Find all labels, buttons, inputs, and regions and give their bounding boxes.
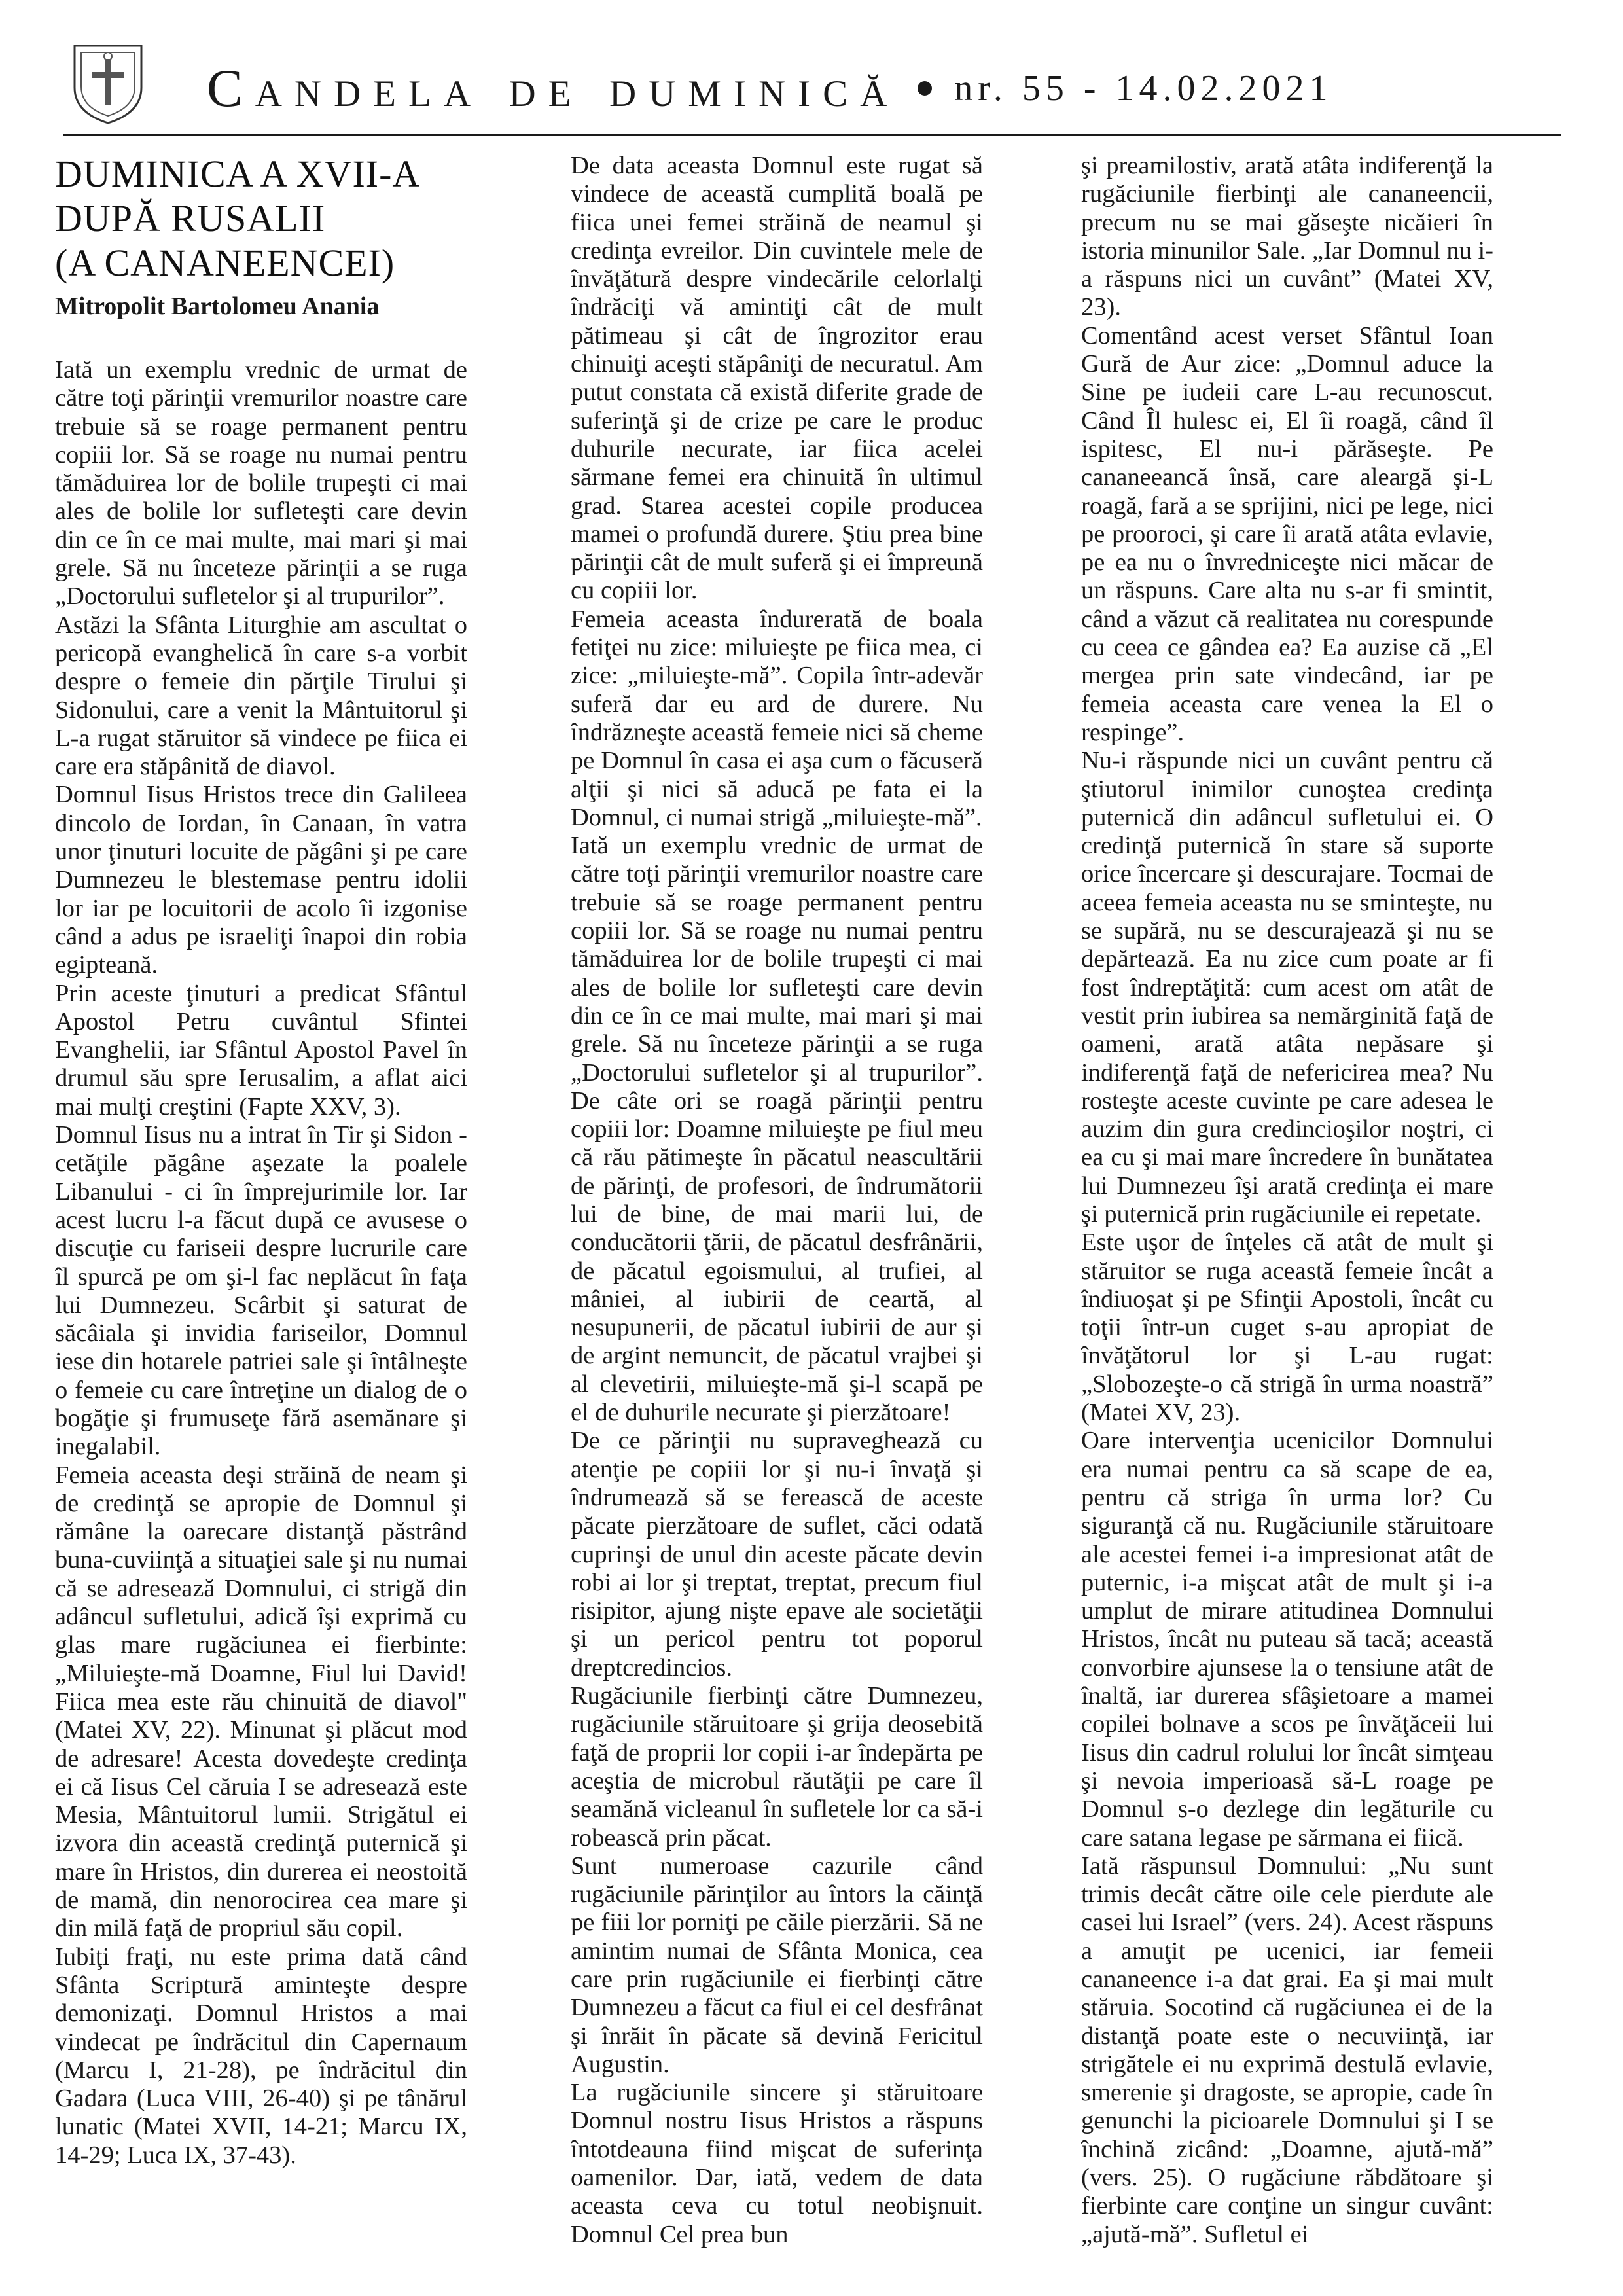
text-column-3 [1081, 152, 1493, 2258]
paragraph: Iată un exemplu vrednic de urmat de către toţi părinţii vremurilor noastre care trebuie să se roage permanent pentru copiii lor. Să se roage nu numai pentru tămăduirea lor de bolile trupeşti ci mai ales de bolile lor sufleteşti care devin din ce în ce mai multe, mai mari şi mai grele. Să nu înceteze părinţii a se ruga „Doctorului sufletelor şi al trupurilor”. De câte ori se roagă părinţii pentru copiii lor: Doamne miluieşte pe fiul meu că rău pătimeşte în păcatul neascultării de părinţi, de profesori, de îndrumătorii lui de bine, de mai marii lui, de conducătorii ţării, de păcatul desfrânării, de păcatul egoismului, al trufiei, al mâniei, al iubirii de ceartă, al nesupunerii, de păcatul iubirii de aur şi de argint nemuncit, de păcatul vrajbei şi al clevetirii, miluieşte-mă şi-l scapă pe el de duhurile necurate şi pierzătoare! [571, 832, 983, 1427]
paragraph: De data aceasta Domnul este rugat să vindece de această cumplită boală pe fiica unei femei străină de neamul şi credinţa evreilor. Din cuvintele mele de învăţătură despre vindecările celorlalţi îndrăciţi vă amintiţi cât de mult pătimeau şi cât de îngrozitor erau chinuiţi aceşti stăpâniţi de necuratul. Am putut constata că există diferite grade de suferinţă şi de crize pe care le produc duhurile necurate, iar fiica acelei sărmane femei era chinuită în ultimul grad. Starea acestei copile producea mamei o profundă durere. Ştiu prea bine părinţii cât de mult suferă şi ei împreună cu copiii lor. [571, 152, 983, 605]
title-line: (A CANANEENCEI) [55, 242, 395, 284]
paragraph: Iată răspunsul Domnului: „Nu sunt trimis decât către oile cele pierdute ale casei lui Israel” (vers. 24). Acest răspuns a amuţit pe ucenici, iar femeii cananeence i-a dat grai. Ea şi mai mult stăruia. Socotind că rugăciunea ei de la distanţă poate este o necuviinţă, iar strigătele ei nu exprimă destulă evlavie, smerenie şi dragoste, se apropie, cade în genunchi la picioarele Domnului şi I se închină zicând: „Doamne, ajută-mă” (vers. 25). O rugăciune răbdătoare şi fierbinte care conţine un singur cuvânt: „ajută-mă”. Sufletul ei [1081, 1852, 1493, 2248]
masthead-line [207, 52, 1555, 124]
bullet-separator [918, 81, 932, 96]
article-title [55, 152, 467, 285]
title-line: DUPĂ RUSALII [55, 197, 326, 240]
paragraph: Iubiţi fraţi, nu este prima dată când Sfânta Scriptură aminteşte despre demonizaţi. Domnul Hristos a mai vindecat pe îndrăcitul din Capernaum (Marcu I, 21-28), pe îndrăcitul din Gadara (Luca VIII, 26-40) şi pe tânărul lunatic (Matei XVII, 14-21; Marcu IX, 14-29; Luca IX, 37-43). [55, 1943, 467, 2169]
paragraph: La rugăciunile sincere şi stăruitoare Domnul nostru Iisus Hristos a răspuns întotdeauna fiind mişcat de suferinţa oamenilor. Dar, iată, vedem de data aceasta ceva cu totul neobişnuit. Domnul Cel prea bun [571, 2079, 983, 2248]
paragraph: Oare intervenţia ucenicilor Domnului era numai pentru ca să scape de ea, pentru că striga în urma lor? Cu siguranţă că nu. Rugăciunile stăruitoare ale acestei femei i-a impresionat atât de puternic, i-a mişcat atât de mult şi i-a umplut de mirare atitudinea Domnului Hristos, încât nu puteau să tacă; această convorbire ajunsese la o tensiune atât de înaltă, iar durerea sfâşietoare a mamei copilei bolnave a scos pe învăţăceii lui Iisus din cadrul rolului lor încât simţeau şi nevoia imperioasă să-L roage pe Domnul s-o dezlege din legăturile cu care satana legase pe sărmana ei fiică. [1081, 1427, 1493, 1852]
paragraph: Femeia aceasta deşi străină de neam şi de credinţă se apropie de Domnul şi rămâne la oarecare distanţă păstrând buna-cuviinţă a situaţiei sale şi nu numai că se adresează Domnului, ci strigă din adâncul sufletului, adică îşi exprimă cu glas mare rugăciunea ei fierbinte: „Miluieşte-mă Doamne, Fiul lui David! Fiica mea este rău chinuită de diavol" (Matei XV, 22). Minunat şi plăcut mod de adresare! Acesta dovedeşte credinţa ei că Iisus Cel căruia I se adresează este Mesia, Mântuitorul lumii. Strigătul ei izvora din această credinţă puternică şi mare în Hristos, din durerea ei neostoită de mamă, din nenorocirea cea mare şi din milă faţă de propriul său copil. [55, 1461, 467, 1943]
paragraph: Nu-i răspunde nici un cuvânt pentru că ştiutorul inimilor cunoştea credinţa puternică din adâncul sufletului ei. O credinţă puternică în stare să suporte orice încercare şi descurajare. Tocmai de aceea femeia aceasta nu se sminteşte, nu se supără, nu se descurajează şi nu se depărtează. Ea nu zice cum poate ar fi fost îndreptăţită: cum acest om atât de vestit prin iubirea sa nemărginită faţă de oameni, arată atâta nepăsare şi indiferenţă faţă de nefericirea mea? Nu rosteşte aceste cuvinte pe care adesea le auzim din gura credincioşilor noştri, ci ea cu şi mai mare încredere în bunătatea lui Dumnezeu îşi arată credinţa ei mare şi puternică prin rugăciunile ei repetate. [1081, 747, 1493, 1228]
paragraph: Este uşor de înţeles că atât de mult şi stăruitor se ruga această femeie încât a îndiuoşat şi pe Sfinţii Apostoli, încât cu toţii într-un cuget s-au apropiat de învăţătorul lor şi L-au rugat: „Slobozeşte-o că strigă în urma noastră” (Matei XV, 23). [1081, 1229, 1493, 1427]
title-line: DUMINICA A XVII-A [55, 152, 421, 195]
paragraph: şi preamilostiv, arată atâta indiferenţă la rugăciunile fierbinţi ale cananeencii, precum nu se mai găseşte nicăieri în istoria minunilor Sale. „Iar Domnul nu i-a răspuns nici un cuvânt” (Matei XV, 23). [1081, 152, 1493, 321]
paragraph: Prin aceste ţinuturi a predicat Sfântul Apostol Petru cuvântul Sfintei Evanghelii, iar Sfântul Apostol Pavel în drumul său spre Ierusalim, a aflat aici mai mulţi creştini (Fapte XXV, 3). [55, 979, 467, 1121]
paragraph: Femeia aceasta îndurerată de boala fetiţei nu zice: miluieşte pe fiica mea, ci zice: „miluieşte-mă”. Copila într-adevăr suferă dar eu ard de durere. Nu îndrăzneşte această femeie nici să cheme pe Domnul în casa ei aşa cum o făcuseră alţii şi nici să aducă pe fata ei la Domnul, ci numai strigă „miluieşte-mă”. [571, 605, 983, 831]
issue-number-date: nr. 55 - 14.02.2021 [954, 68, 1333, 109]
article-author: Mitropolit Bartolomeu Anania [55, 293, 380, 320]
paragraph: Sunt numeroase cazurile când rugăciunile părinţilor au întors la căinţă pe fiii lor porniţi pe căile pierzării. Să ne amintim numai de Sfânta Monica, cea care prin rugăciunile ei fierbinţi către Dumnezeu a făcut ca fiul ei cel desfrânat şi înrăit în păcate să devină Fericitul Augustin. [571, 1852, 983, 2078]
paragraph: Comentând acest verset Sfântul Ioan Gură de Aur zice: „Domnul aduce la Sine pe iudeii care L-au recunoscut. Când Îl hulesc ei, El îi roagă, când îl ispitesc, El nu-i părăseşte. Pe cananeeancă însă, care aleargă şi-L roagă, fară a se sprijini, nici pe lege, nici pe prooroci, şi care îi arată atâta evlavie, pe ea nu o învredniceşte nici măcar de un răspuns. Care alta nu s-ar fi smintit, când a văzut că realitatea nu corespunde cu ceea ce gândea ea? Ea auzise că „El mergea prin sate vindecând, iar pe femeia aceasta care venea la El o respinge”. [1081, 321, 1493, 746]
paragraph: Rugăciunile fierbinţi către Dumnezeu, rugăciunile stăruitoare şi grija deosebită faţă de proprii lor copii i-ar îndepărta pe aceştia de microbul răutăţii pe care îl seamănă vicleanul în sufletele lor ca să-i robească prin păcat. [571, 1682, 983, 1852]
publication-title: Candela de duminică [207, 58, 900, 118]
crest-icon [69, 42, 147, 126]
header-rule [63, 134, 1561, 136]
paragraph: Domnul Iisus Hristos trece din Galileea dincolo de Iordan, în Canaan, în vatra unor ţinuturi locuite de păgâni şi pe care Dumnezeu le blestemase pentru idolii lor iar pe locuitorii de acolo îi izgonise când a adus pe israeliţi înapoi din robia egipteană. [55, 781, 467, 979]
paragraph: Iată un exemplu vrednic de urmat de către toţi părinţii vremurilor noastre care trebuie să se roage permanent pentru copiii lor. Să se roage nu numai pentru tămăduirea lor de bolile trupeşti ci mai ales de bolile lor sufleteşti care devin din ce în ce mai multe, mai mari şi mai grele. Să nu înceteze părinţii a se ruga „Doctorului sufletelor şi al trupurilor”. [55, 356, 467, 611]
masthead [63, 39, 1561, 137]
paragraph: Astăzi la Sfânta Liturghie am ascultat o pericopă evanghelică în care s-a vorbit despre o femeie din părţile Tirului şi Sidonului, care a venit la Mântuitorul şi L-a rugat stăruitor să vindece pe fiica ei care era stăpânită de diavol. [55, 611, 467, 781]
text-column-2 [571, 152, 983, 2258]
text-column-1 [55, 152, 467, 2258]
paragraph: Domnul Iisus nu a intrat în Tir şi Sidon - cetăţile păgâne aşezate la poalele Libanului - ci în împrejurimile lor. Iar acest lucru l-a făcut după ce avusese o discuţie cu fariseii despre lucrurile care îl spurcă pe om şi-l fac neplăcut în faţa lui Dumnezeu. Scârbit şi saturat de săcâiala şi invidia fariseilor, Domnul iese din hotarele patriei sale şi întâlneşte o femeie cu care întreţine un dialog de o bogăţie şi frumuseţe fără asemănare şi inegalabil. [55, 1121, 467, 1461]
paragraph: De ce părinţii nu supraveghează cu atenţie pe copiii lor şi nu-i învaţă şi îndrumează să se ferească de aceste păcate pierzătoare de suflet, căci odată cuprinşi de unul din aceste păcate devin robi ai lor şi treptat, treptat, precum fiul risipitor, ajung nişte epave ale societăţii şi un pericol pentru tot poporul dreptcredincios. [571, 1427, 983, 1681]
